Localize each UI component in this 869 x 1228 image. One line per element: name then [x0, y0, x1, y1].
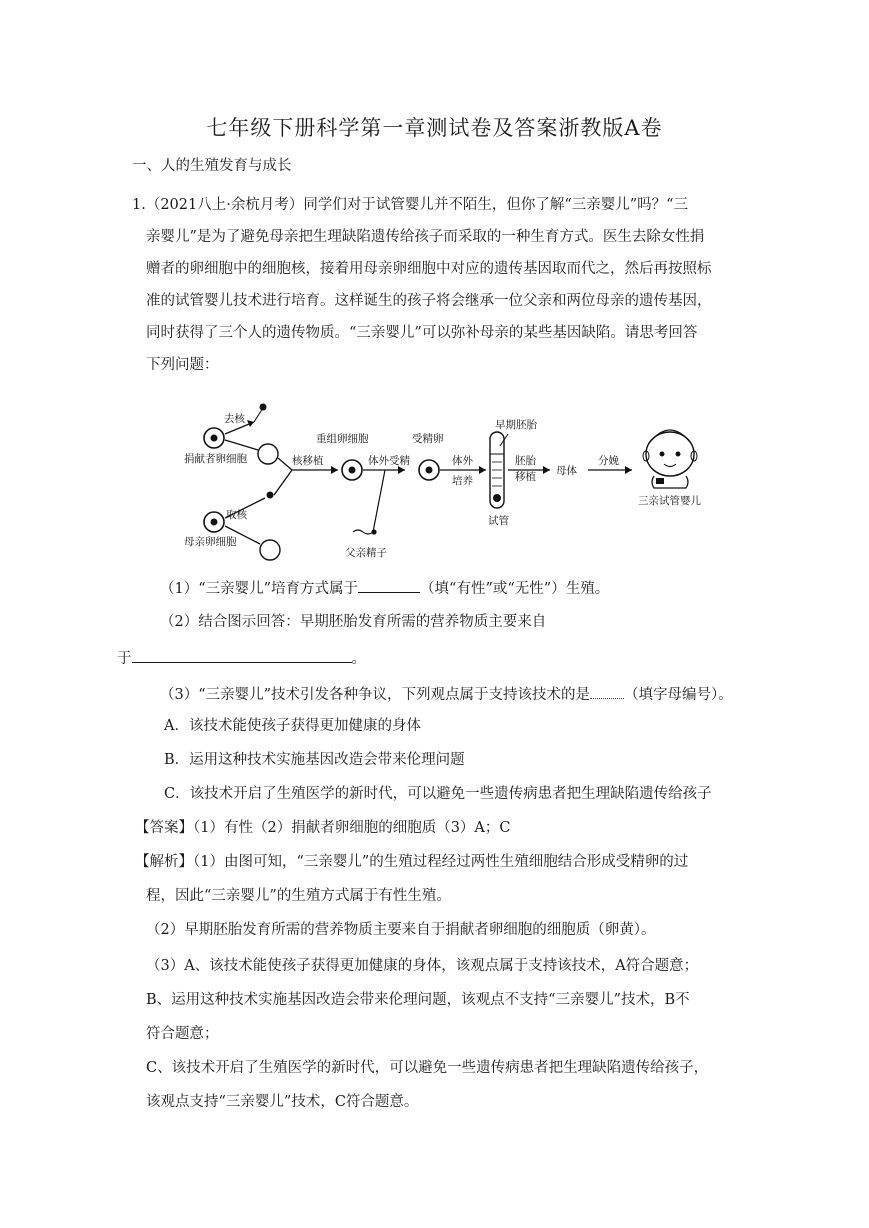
- answer-line: [135, 818, 511, 838]
- document-title: 七年级下册科学第一章测试卷及答案浙教版A卷: [206, 116, 663, 140]
- sub-question-1: （1）“三亲婴儿”培育方式属于 （填“有性”或“无性”）生殖。: [160, 578, 609, 599]
- answer-blank-2[interactable]: [132, 648, 352, 663]
- answer-text: （1）有性（2）捐献者卵细胞的细胞质（3）A；C: [193, 820, 511, 836]
- question-line: 赠者的卵细胞中的细胞核，接着用母亲卵细胞中对应的遗传基因取而代之，然后再按照标: [146, 261, 712, 277]
- father-sperm-label: 父亲精子: [345, 547, 387, 559]
- analysis-line: 【解析】（1）由图可知，“三亲婴儿”的生殖过程经过两性生殖细胞结合形成受精卵的过: [135, 854, 689, 870]
- removed-nucleus: [260, 404, 267, 411]
- in-vitro-culture-label-2: 培养: [452, 475, 473, 487]
- sub-question-2-cont: 于 。: [117, 648, 366, 669]
- reconstructed-egg-label: 重组卵细胞: [316, 433, 369, 445]
- delivery-label: 分娩: [598, 455, 619, 467]
- answer-label: 【答案】: [135, 820, 193, 836]
- early-embryo-label: 早期胚胎: [495, 419, 537, 431]
- analysis-line: 符合题意；: [146, 1026, 219, 1042]
- analysis-line: （3）A、该技术能使孩子获得更加健康的身体，该观点属于支持该技术，A符合题意；: [146, 958, 699, 974]
- analysis-line: 该观点支持“三亲婴儿”技术，C符合题意。: [146, 1094, 419, 1110]
- mother-nucleus: [267, 492, 274, 499]
- option-b: B．运用这种技术实施基因改造会带来伦理问题: [164, 752, 465, 768]
- fertilized-egg-label: 受精卵: [412, 433, 444, 445]
- in-vitro-culture-label: 体外: [452, 455, 473, 467]
- nuclear-transfer-label: 核移植: [292, 455, 324, 467]
- option-c: C．该技术开启了生殖医学的新时代，可以避免一些遗传病患者把生理缺陷遗传给孩子: [164, 786, 712, 802]
- donor-egg-label: 捐献者卵细胞: [184, 453, 247, 465]
- question-line: 1.（2021八上·余杭月考）同学们对于试管婴儿并不陌生，但你了解“三亲婴儿”吗？“三: [132, 197, 689, 213]
- question-line: 准的试管婴儿技术进行培育。这样诞生的孩子将会继承一位父亲和两位母亲的遗传基因，: [146, 293, 712, 309]
- enucleated-egg: [258, 444, 278, 464]
- analysis-line: C、该技术开启了生殖医学的新时代，可以避免一些遗传病患者把生理缺陷遗传给孩子，: [146, 1060, 709, 1076]
- take-nucleus-label: 取核: [226, 509, 247, 521]
- answer-blank-1[interactable]: [358, 578, 420, 593]
- question-line: 下列问题：: [146, 357, 219, 373]
- section-heading: 一、人的生殖发育与成长: [132, 158, 292, 174]
- mother-egg-cell: [204, 512, 224, 532]
- baby-icon: [643, 430, 697, 488]
- analysis-line: （2）早期胚胎发育所需的营养物质主要来自于捐献者卵细胞的细胞质（卵黄）。: [146, 922, 656, 938]
- option-a: A．该技术能使孩子获得更加健康的身体: [164, 718, 421, 734]
- mother-enucleated-egg: [260, 540, 280, 560]
- remove-nucleus-label: 去核: [224, 413, 245, 425]
- sub-question-3: （3）“三亲婴儿”技术引发各种争议，下列观点属于支持该技术的是 （填字母编号）。: [160, 684, 733, 705]
- donor-egg-cell: [204, 428, 224, 448]
- fertilized-egg-cell: [419, 460, 439, 480]
- mother-body-label: 母体: [556, 465, 577, 477]
- analysis-line: B、运用这种技术实施基因改造会带来伦理问题，该观点不支持“三亲婴儿”技术，B不: [146, 992, 690, 1008]
- test-tube-label: 试管: [488, 515, 509, 527]
- sub-question-2: （2）结合图示回答：早期胚胎发育所需的营养物质主要来自: [160, 614, 547, 630]
- baby-label: 三亲试管婴儿: [638, 495, 701, 507]
- answer-blank-3[interactable]: [590, 684, 624, 699]
- question-line: 同时获得了三个人的遗传物质。“三亲婴儿”可以弥补母亲的某些基因缺陷。请思考回答: [146, 325, 698, 341]
- embryo-transfer-label: 胚胎: [515, 455, 536, 467]
- sperm: [371, 529, 376, 534]
- three-parent-baby-diagram: [170, 398, 730, 568]
- analysis-line: 程，因此“三亲婴儿”的生殖方式属于有性生殖。: [146, 888, 451, 904]
- reconstructed-egg-cell: [342, 460, 362, 480]
- analysis-label: 【解析】: [135, 854, 193, 870]
- question-line: 亲婴儿”是为了避免母亲把生理缺陷遗传给孩子而采取的一种生育方式。医生去除女性捐: [146, 229, 705, 245]
- mother-egg-label: 母亲卵细胞: [184, 536, 237, 548]
- embryo-transfer-label-2: 移植: [515, 471, 536, 483]
- ivf-label: 体外受精: [368, 455, 410, 467]
